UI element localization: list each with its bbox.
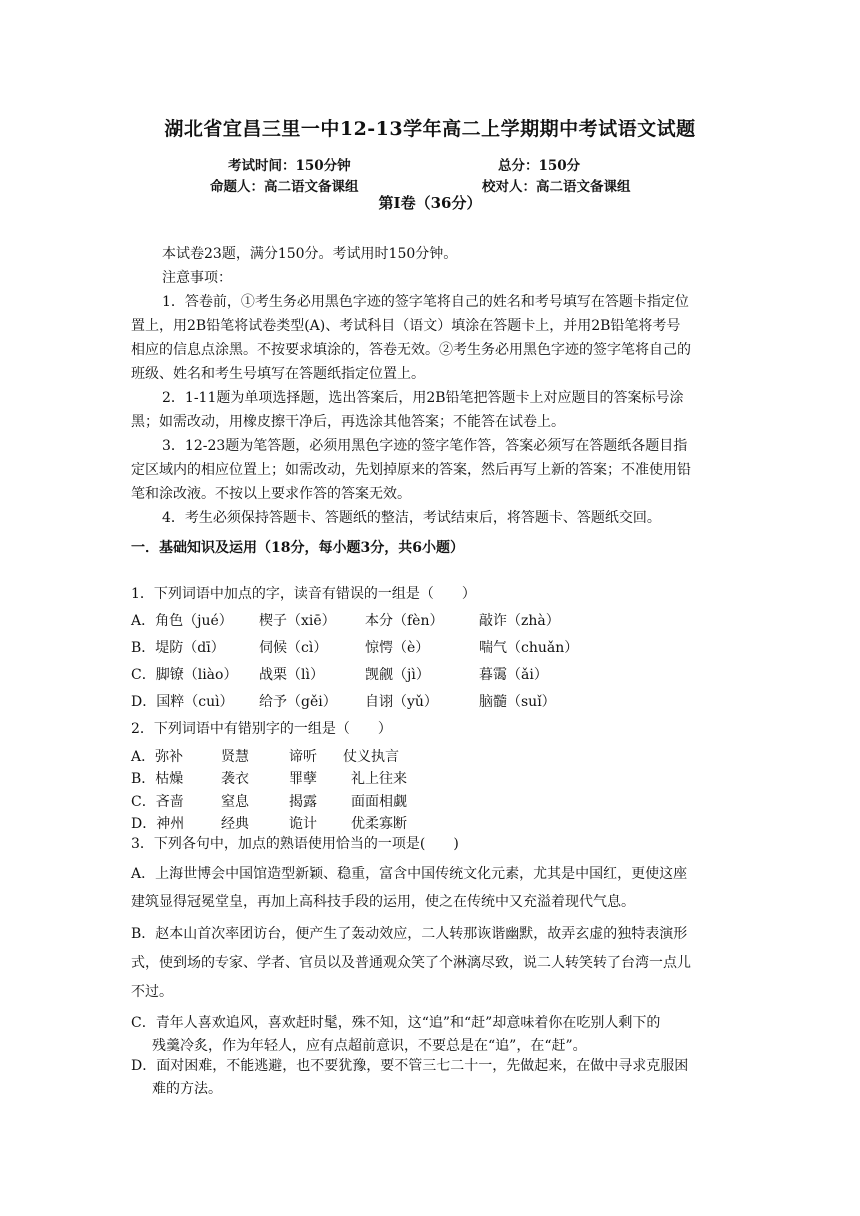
q2-a-2: 贤慧: [221, 749, 249, 765]
q2-c-3: 揭露: [289, 794, 317, 810]
q1-b-3: 惊愕（è）: [365, 640, 430, 656]
q3-option-d-line: 难的方法。: [152, 1081, 222, 1097]
q3-option-c-line: 残羹冷炙，作为年轻人，应有点超前意识，不要总是在“追”，在“赶”。: [152, 1038, 587, 1054]
q3-option-b-line: 式，使到场的专家、学者、官员以及普通观众笑了个淋漓尽致，说二人转笑转了台湾一点儿: [131, 955, 691, 971]
q1-b-2: 伺候（cì）: [259, 640, 328, 656]
q2-b-2: 袭衣: [221, 771, 249, 787]
notice-label: 注意事项：: [162, 270, 232, 286]
author: 命题人：高二语文备课组: [210, 179, 359, 195]
q2-d-1: D．神州: [131, 816, 185, 832]
q1-c-1: C．脚镣（liào）: [131, 667, 238, 683]
q1-a-4: 敲诈（zhà）: [479, 613, 560, 629]
notice-line: 4．考生必须保持答题卡、答题纸的整洁，考试结束后，将答题卡、答题纸交回。: [162, 510, 661, 526]
notice-line: 2．1-11题为单项选择题，选出答案后，用2B铅笔把答题卡上对应题目的答案标号涂: [162, 390, 684, 406]
notice-line: 3．12-23题为笔答题，必须用黑色字迹的签字笔作答，答案必须写在答题纸各题目指: [162, 438, 688, 454]
q1-c-3: 觊觎（jì）: [365, 667, 430, 683]
q2-b-3: 罪孽: [289, 771, 317, 787]
q3-option-b-line: 不过。: [131, 984, 173, 1000]
proofreader: 校对人：高二语文备课组: [482, 179, 631, 195]
q2-c-1: C．吝啬: [131, 794, 184, 810]
notice-line: 黑；如需改动，用橡皮擦干净后，再选涂其他答案；不能答在试卷上。: [131, 414, 565, 430]
exam-title: 湖北省宜昌三里一中12-13学年高二上学期期中考试语文试题: [164, 118, 696, 140]
q2-a-1: A．弥补: [131, 749, 184, 765]
q2-b-4: 礼上往来: [351, 771, 407, 787]
q1-a-1: A．角色（jué）: [131, 613, 233, 629]
q1-b-1: B．堤防（dī）: [131, 640, 225, 656]
q1-b-4: 喘气（chuǎn）: [479, 640, 579, 656]
q2-a-4: 仗义执言: [343, 749, 399, 765]
q2-stem: 2．下列词语中有错别字的一组是（ ）: [131, 721, 392, 737]
q2-d-3: 诡计: [289, 816, 317, 832]
q2-b-1: B．枯燥: [131, 771, 184, 787]
q1-c-2: 战栗（lì）: [259, 667, 324, 683]
q1-d-4: 脑髓（suǐ）: [479, 694, 556, 710]
q2-c-2: 窒息: [221, 794, 249, 810]
notice-intro: 本试卷23题，满分150分。考试用时150分钟。: [162, 246, 458, 262]
q1-a-3: 本分（fèn）: [365, 613, 444, 629]
notice-line: 班级、姓名和考生号填写在答题纸指定位置上。: [131, 366, 425, 382]
notice-line: 1．答卷前，①考生务必用黑色字迹的签字笔将自己的姓名和考号填写在答题卡指定位: [162, 294, 689, 310]
q2-d-4: 优柔寡断: [351, 816, 407, 832]
section-heading: 一．基础知识及运用（18分，每小题3分，共6小题）: [131, 540, 464, 556]
q3-option-c-line: C．青年人喜欢追风，喜欢赶时髦，殊不知，这“追”和“赶”却意味着你在吃别人剩下的: [131, 1015, 661, 1031]
q1-stem: 1．下列词语中加点的字，读音有错误的一组是（ ）: [131, 586, 476, 602]
q3-option-a-line: A．上海世博会中国馆造型新颖、稳重，富含中国传统文化元素，尤其是中国红，更使这座: [131, 866, 688, 882]
q2-d-2: 经典: [221, 816, 249, 832]
total-score: 总分：150分: [498, 158, 581, 174]
q3-option-b-line: B．赵本山首次率团访台，便产生了轰动效应，二人转那诙谐幽默，故弄玄虚的独特表演形: [131, 926, 688, 942]
notice-line: 笔和涂改液。不按以上要求作答的答案无效。: [131, 486, 411, 502]
q3-stem: 3．下列各句中，加点的熟语使用恰当的一项是( ): [131, 836, 459, 852]
notice-line: 置上，用2B铅笔将试卷类型(A)、考试科目（语文）填涂在答题卡上，并用2B铅笔将考号: [131, 318, 681, 334]
q1-d-3: 自诩（yǔ）: [365, 694, 438, 710]
q1-a-2: 楔子（xiē）: [259, 613, 336, 629]
q3-option-d-line: D．面对困难，不能逃避，也不要犹豫，要不管三七二十一，先做起来，在做中寻求克服困: [131, 1058, 689, 1074]
volume-heading: 第Ⅰ卷（36分）: [378, 194, 482, 212]
q3-option-a-line: 建筑显得冠冕堂皇，再加上高科技手段的运用，使之在传统中又充溢着现代气息。: [131, 894, 635, 910]
exam-time: 考试时间：150分钟: [228, 158, 351, 174]
notice-line: 定区域内的相应位置上；如需改动，先划掉原来的答案，然后再写上新的答案；不准使用铅: [131, 462, 691, 478]
notice-line: 相应的信息点涂黑。不按要求填涂的，答卷无效。②考生务必用黑色字迹的签字笔将自己的: [131, 342, 691, 358]
q1-d-1: D．国粹（cuì）: [131, 694, 234, 710]
q1-d-2: 给予（gěi）: [259, 694, 337, 710]
q2-a-3: 谛听: [289, 749, 317, 765]
q2-c-4: 面面相觑: [351, 794, 407, 810]
q1-c-4: 暮霭（ǎi）: [479, 667, 548, 683]
